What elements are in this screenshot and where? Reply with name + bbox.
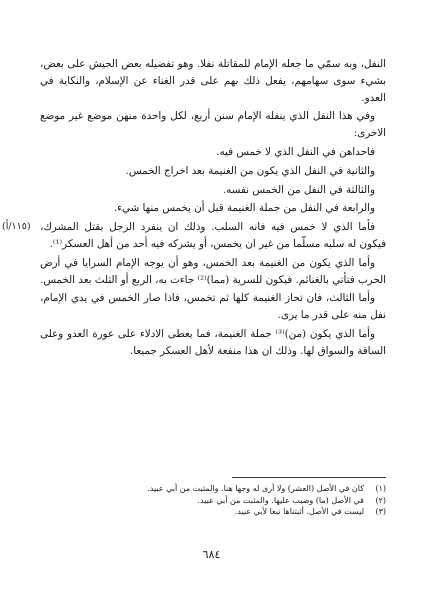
paragraph-7: فأما الذي لا خمس فيه فانه السلب. وذلك ان ينفرد الرجل بقتل المشرك، فيكون له سلبه مسلّما من غير ان يخمس، أو يشركه فيه أحد من أهل العسكر⁽¹⁾. [40, 221, 386, 250]
paragraph-1: النفل، وبه سمّي ما جعله الإمام للمقاتلة نفلا. وهو تفضيله بعض الجيش على بعض، بشيء سوى سهامهم، يفعل ذلك بهم على قدر الغناء عن الإسلام، والنكاية في العدو. [40, 58, 386, 104]
footnote-1-number: (١) [375, 484, 386, 493]
paragraph-8: وأما الذي يكون من الغنيمة بعد الخمس، وهو أن يوجه الإمام السرايا في أرض الحرب فتأتي بالغنائم. فيكون للسرية (مما)⁽²⁾ جاءت به، الربع أو الثلث بعد الخمس. [40, 256, 386, 286]
footnote-1-text: كان في الأصل (العشر) ولا أرى له وجها هنا. والمثبت من أبي عبيد. [147, 484, 364, 493]
footnote-3 [100, 506, 386, 518]
paragraph-3: فاحداهن في النفل الذي لا خمس فيه. [216, 145, 375, 158]
footnote-2-text: في الأصل (ما) وضبب عليها. والمثبت من أبي عبيد. [197, 495, 364, 505]
footnote-2 [100, 495, 386, 507]
paragraph-6: والرابعة في النفل من جملة الغنيمة قبل أن يخمس منها شيء. [113, 202, 375, 215]
footnote-3-number: (٣) [375, 507, 386, 516]
margin-folio-ref: (١١٥/أ) [2, 221, 31, 233]
paragraph-5: والثالثة في النفل من الخمس نفسه. [222, 183, 375, 196]
footnote-2-number: (٢) [375, 495, 386, 505]
page-body [2, 56, 386, 362]
paragraph-9: وأما الثالث، فان تحاز الغنيمة كلها ثم تخمس، فاذا صار الخمس في يدي الإمام، نفل منه على قدر ما يرى. [40, 292, 386, 322]
footnotes [100, 483, 386, 518]
page-number: ٦٨٤ [202, 548, 221, 561]
paragraph-7-block [2, 219, 386, 253]
footnote-3-text: ليست في الأصل. أثبتناها تبعا لأبي عبيد. [234, 507, 364, 516]
paragraph-4: والثانية في النفل الذي يكون من الغنيمة بعد اخراج الخمس. [125, 164, 375, 177]
footnote-separator [232, 477, 386, 478]
paragraph-10: وأما الذي يكون (من)⁽³⁾ جملة الغنيمة، فما يعطى الادلاء على عورة العدو وعلى الساقة والسواق لها. وذلك ان هذا منفعة لأهل العسكر جميعا. [40, 327, 386, 357]
footnote-1 [100, 483, 386, 495]
paragraph-2: وفي هذا النفل الذي ينفله الإمام سنن أربع، لكل واحدة منهن موضع غير موضع الاخرى: [40, 110, 386, 140]
